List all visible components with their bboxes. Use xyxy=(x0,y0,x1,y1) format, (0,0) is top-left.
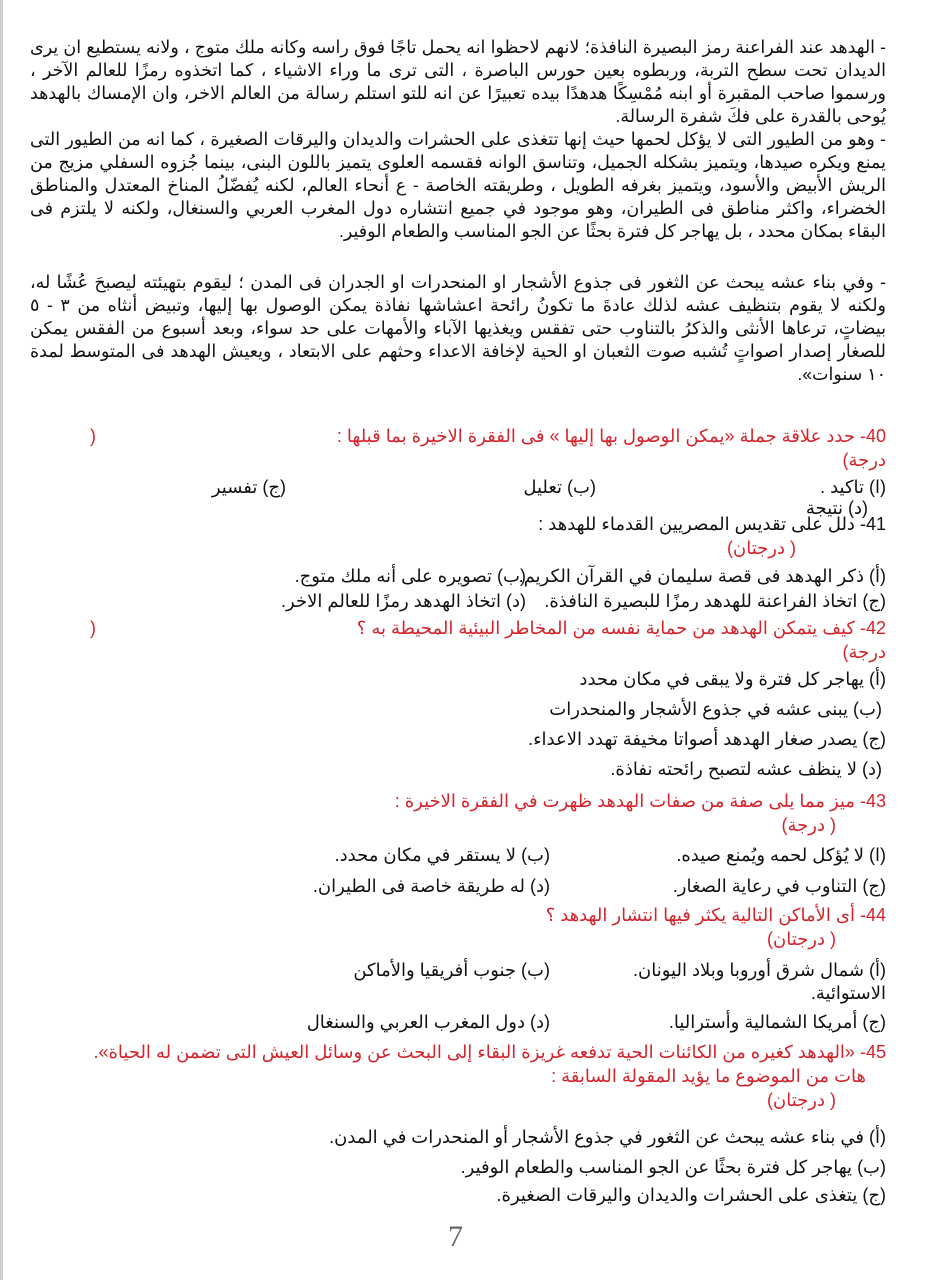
question-40-grade: درجة) xyxy=(842,450,886,470)
q40-option-b[interactable]: (ب) تعليل xyxy=(523,477,596,497)
q41-option-b[interactable]: (ب) تصويره على أنه ملك متوج. xyxy=(294,566,526,586)
question-43-grade: ( درجة) xyxy=(781,815,836,835)
question-44: 44- أى الأماكن التالية يكثر فيها انتشار الهدهد ؟ ( درجتان) xyxy=(30,903,886,951)
q44-option-b[interactable]: (ب) جنوب أفريقيا والأماكن xyxy=(353,960,550,980)
question-42-text: كيف يتمكن الهدهد من حماية نفسه من المخاطر البيئية المحيطة به ؟ xyxy=(356,618,855,638)
question-43-text: ميز مما يلى صفة من صفات الهدهد ظهرت في الفقرة الاخيرة : xyxy=(394,791,855,811)
q44-option-c[interactable]: (ج) أمريكا الشمالية وأستراليا. xyxy=(668,1012,886,1032)
q42-option-d[interactable]: (د) لا ينظف عشه لتصبح رائحته نفاذة. xyxy=(610,759,882,779)
q40-option-a[interactable]: (ا) تاكيد . xyxy=(820,477,886,497)
question-45-text: «الهدهد كغيره من الكائنات الحية تدفعه غريزة البقاء إلى البحث عن وسائل العيش التى تضمن له الحياة». xyxy=(93,1042,855,1062)
passage-paragraph-2: - وهو من الطيور التى لا يؤكل لحمها حيث إنها تتغذى على الحشرات والديدان واليرقات الصغيرة ، كما انه من الطيور التى يمنع ويكره صيدها، ويتميز بشكله الجميل، وتناسق الوانه فقسمه العلوى يتميز باللون البنى، بينما جُزوه السفلي مزيج من الريش الأبيض والأسود، ويتميز بغرفه الطويل ، وطريقته الخاصة - ع أنحاء العالم، لكنه يُفضّلُ المناخ المعتدل والمناطق الخضراء، واكثر مناطق فى الطيران، وهو موجود في جميع انتشاره دول المغرب العربي والسنغال، ولكنه لا يلتزم فى البقاء بمكان محدد ، بل يهاجر كل فترة بحثًا عن الجو المناسب والطعام الوفير. xyxy=(30,129,886,241)
question-45-grade: ( درجتان) xyxy=(767,1090,836,1110)
q42-option-b[interactable]: (ب) يبنى عشه في جذوع الأشجار والمنحدرات xyxy=(549,699,882,719)
question-41: 41- دلل على تقديس المصريين القدماء للهدهد : ( درجتان) xyxy=(30,512,886,560)
q43-option-b[interactable]: (ب) لا يستقر في مكان محدد. xyxy=(334,845,550,865)
q45-option-c[interactable]: (ج) يتغذى على الحشرات والديدان واليرقات الصغيرة. xyxy=(496,1185,886,1205)
q43-option-d[interactable]: (د) له طريقة خاصة فى الطيران. xyxy=(312,876,550,896)
question-41-grade: ( درجتان) xyxy=(727,538,796,558)
question-42: 42- كيف يتمكن الهدهد من حماية نفسه من المخاطر البيئية المحيطة به ؟ ( درجة) xyxy=(30,616,886,664)
q43-option-a[interactable]: (ا) لا يُؤكل لحمه ويُمنع صيده. xyxy=(676,845,886,865)
q42-option-a[interactable]: (أ) يهاجر كل فترة ولا يبقى في مكان محدد xyxy=(579,669,886,689)
q41-option-d[interactable]: (د) اتخاذ الهدهد رمزًا للعالم الاخر. xyxy=(281,591,526,611)
q44-option-d[interactable]: (د) دول المغرب العربي والسنغال xyxy=(306,1012,550,1032)
q44-option-a[interactable]: (أ) شمال شرق أوروبا وبلاد اليونان. xyxy=(633,960,886,980)
question-41-text: دلل على تقديس المصريين القدماء للهدهد : xyxy=(538,514,855,534)
question-45: 45- «الهدهد كغيره من الكائنات الحية تدفعه غريزة البقاء إلى البحث عن وسائل العيش التى تضمن له الحياة». هات من الموضوع ما يؤيد المقولة السابقة : ( درجتان) xyxy=(30,1040,886,1112)
q44-option-b-continued: الاستوائية. xyxy=(810,983,886,1003)
q43-option-c[interactable]: (ج) التناوب في رعاية الصغار. xyxy=(672,876,886,896)
question-45-subtext: هات من الموضوع ما يؤيد المقولة السابقة : xyxy=(551,1066,866,1086)
question-42-grade: درجة) xyxy=(842,642,886,662)
q45-option-b[interactable]: (ب) يهاجر كل فترة بحثًا عن الجو المناسب والطعام الوفير. xyxy=(460,1157,886,1177)
q41-option-c[interactable]: (ج) اتخاذ الفراعنة للهدهد رمزًا للبصيرة النافذة. xyxy=(544,591,886,611)
question-40-text: حدد علاقة جملة «يمكن الوصول بها إليها » فى الفقرة الاخيرة بما قبلها : xyxy=(336,426,855,446)
page-number: 7 xyxy=(448,1220,463,1253)
q45-option-a[interactable]: (أ) في بناء عشه يبحث عن الثغور في جذوع الأشجار أو المنحدرات في المدن. xyxy=(329,1127,886,1147)
passage-paragraph-1: - الهدهد عند الفراعنة رمز البصيرة النافذة؛ لانهم لاحظوا انه يحمل تاجًا فوق راسه وكانه ملك متوج ، ولانه يستطيع ان يرى الديدان تحت سطح التربة، وربطوه بعين حورس الباصرة ، التى ترى ما وراء الاشياء ، كما اتخذوه رمزًا للعالم الآخر ، ورسموا صاحب المقبرة أو ابنه مُمْسِكًا هدهدًا بيده تعبيرًا عن انه للتو استلم رسالة من العالم الاخر، وان الإمساك بالهدهد يُوحى بالقدرة على فكَ شفرة الرسالة. xyxy=(30,37,886,126)
q41-option-a[interactable]: (أ) ذكر الهدهد فى قصة سليمان في القرآن الكريم. xyxy=(518,566,886,586)
page-edge xyxy=(0,0,3,1280)
question-44-grade: ( درجتان) xyxy=(767,929,836,949)
q42-option-c[interactable]: (ج) يصدر صغار الهدهد أصواتا مخيفة تهدد الاعداء. xyxy=(528,729,886,749)
q40-option-d[interactable]: (د) نتيجة xyxy=(805,498,868,518)
passage-paragraph-3: - وفي بناء عشه يبحث عن الثغور فى جذوع الأشجار او المنحدرات او الجدران فى المدن ؛ ليقوم بتهيئته ليصبحَ عُشًا له، ولكنه لا يقوم بتنظيف عشه لذلك عادةَ ما تكونُ رائحة اعشاشها نفاذة يمكن الوصول بها إليها، وتبيض أنثاه من ٣ - ٥ بيضاتٍ، ترعاها الأنثى والذكرُ بالتناوب حتى تفقس ويغذيها الآباء والأمهات على حد سواء، وبعد أسبوع من الفقس يمكن للصغار إصدار اصواتٍ تُشبه صوت الثعبان او الحية لإخافة الاعداء وحثهم على الابتعاد ، ويعيش الهدهد فى المتوسط لمدة ١٠ سنوات». xyxy=(30,272,886,384)
question-43: 43- ميز مما يلى صفة من صفات الهدهد ظهرت في الفقرة الاخيرة : ( درجة) xyxy=(30,789,886,837)
question-44-text: أى الأماكن التالية يكثر فيها انتشار الهدهد ؟ xyxy=(545,905,855,925)
q40-option-c[interactable]: (ج) تفسير xyxy=(211,477,286,497)
question-40: 40- حدد علاقة جملة «يمكن الوصول بها إليها » فى الفقرة الاخيرة بما قبلها : ( درجة) xyxy=(30,424,886,472)
